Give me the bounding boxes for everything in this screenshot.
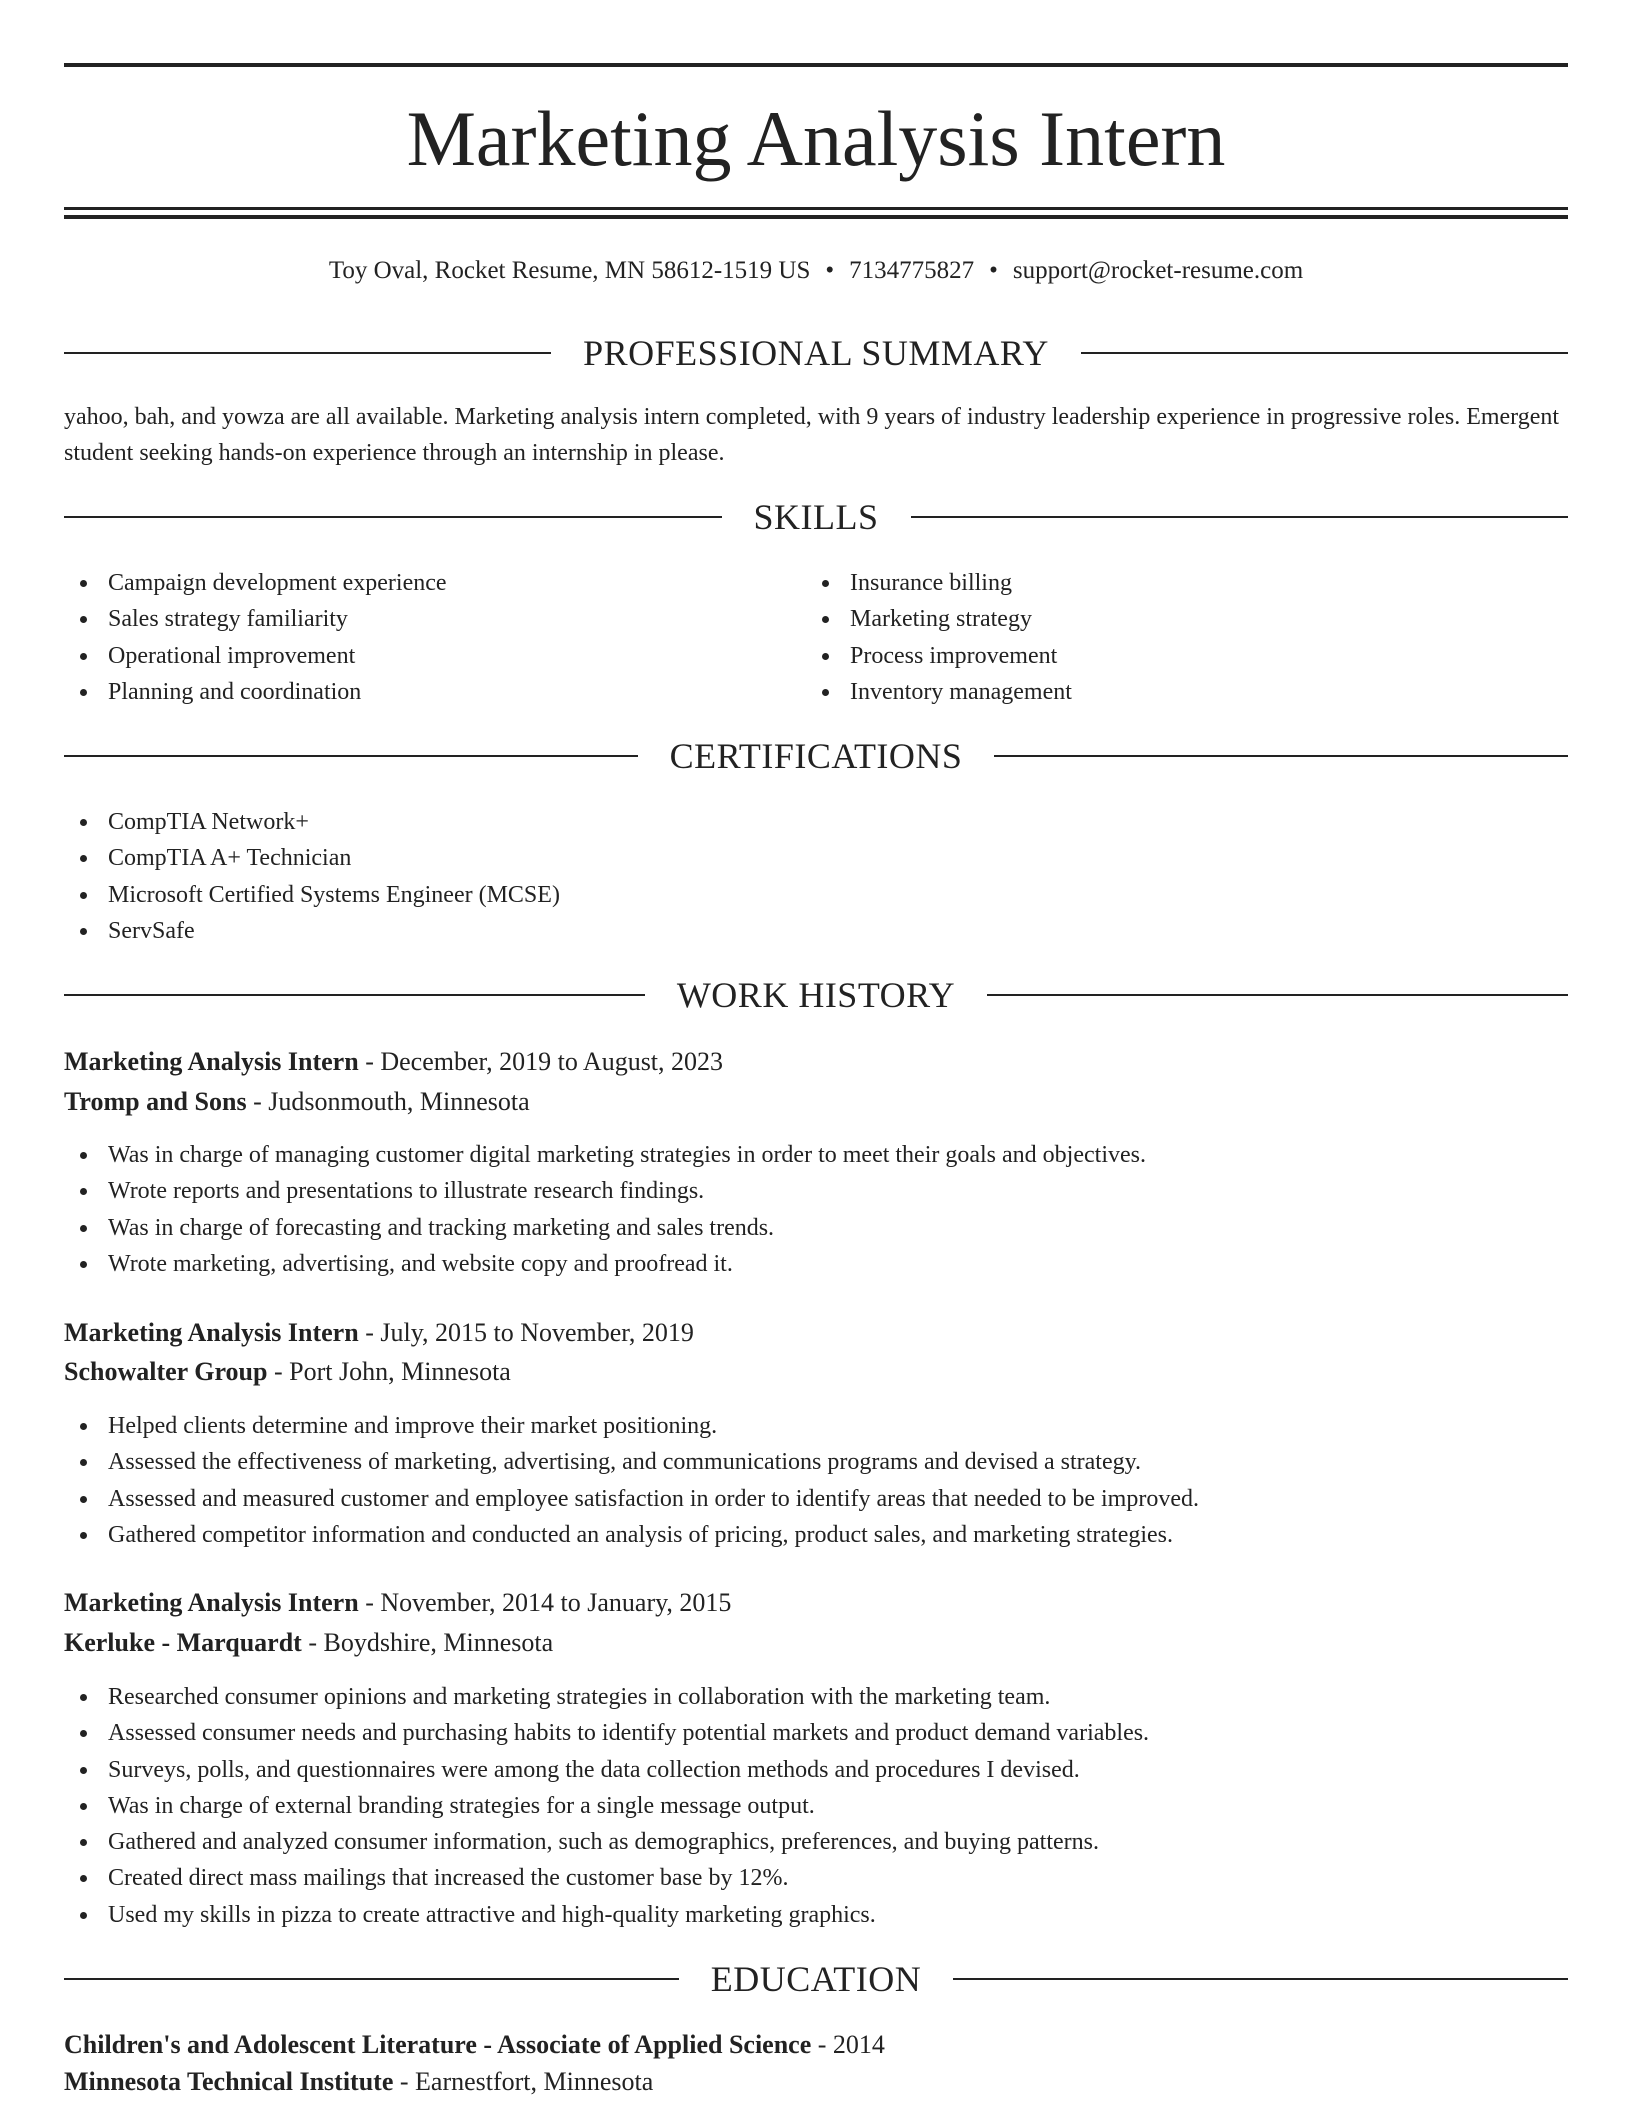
job-bullet: Was in charge of external branding strategies for a single message output. bbox=[64, 1788, 1464, 1824]
skill-item: Marketing strategy bbox=[806, 601, 1546, 637]
job-company-line bbox=[64, 1084, 1568, 1120]
job-bullet: Researched consumer opinions and marketing strategies in collaboration with the marketing team. bbox=[64, 1679, 1464, 1715]
top-rule bbox=[64, 63, 1568, 67]
education-location: - Earnestfort, Minnesota bbox=[393, 2067, 654, 2096]
job-dates: - December, 2019 to August, 2023 bbox=[358, 1047, 724, 1076]
education-heading-label: EDUCATION bbox=[710, 1959, 922, 1999]
job-bullet: Surveys, polls, and questionnaires were among the data collection methods and procedures I devised. bbox=[64, 1752, 1464, 1788]
work-history-heading-label: WORK HISTORY bbox=[676, 975, 956, 1015]
job-bullet: Used my skills in pizza to create attractive and high-quality marketing graphics. bbox=[64, 1897, 1464, 1933]
heading-rule-right bbox=[994, 755, 1568, 757]
summary-section-heading bbox=[64, 331, 1568, 375]
skill-item: Campaign development experience bbox=[64, 565, 804, 601]
skill-item: Inventory management bbox=[806, 674, 1546, 710]
job-bullet: Was in charge of managing customer digital marketing strategies in order to meet their goals and objectives. bbox=[64, 1137, 1464, 1173]
job-bullets bbox=[64, 1408, 1464, 1553]
education-degree: Children's and Adolescent Literature - Associate of Applied Science bbox=[64, 2030, 812, 2059]
certifications-list bbox=[64, 804, 1064, 949]
job-location: - Judsonmouth, Minnesota bbox=[246, 1087, 530, 1116]
job-location: - Port John, Minnesota bbox=[267, 1357, 511, 1386]
contact-phone: 7134775827 bbox=[849, 257, 975, 284]
certification-item: CompTIA Network+ bbox=[64, 804, 1064, 840]
contact-separator: • bbox=[825, 257, 835, 284]
work-history-section-heading bbox=[64, 973, 1568, 1017]
contact-line bbox=[64, 254, 1568, 288]
title-double-rule-lower bbox=[64, 215, 1568, 219]
summary-text: yahoo, bah, and yowza are all available. Marketing analysis intern completed, with 9 years of industry leadership experience in progressive roles. Emergent student seeking hands-on experience through an internship in please. bbox=[64, 404, 1560, 466]
job-bullet: Assessed the effectiveness of marketing, advertising, and communications programs and devised a strategy. bbox=[64, 1444, 1464, 1480]
job-company: Schowalter Group bbox=[64, 1357, 268, 1386]
education-year: - 2014 bbox=[811, 2030, 885, 2059]
skill-item: Insurance billing bbox=[806, 565, 1546, 601]
certification-item: CompTIA A+ Technician bbox=[64, 840, 1064, 876]
job-bullet: Gathered and analyzed consumer information, such as demographics, preferences, and buying patterns. bbox=[64, 1824, 1464, 1860]
job-company: Kerluke - Marquardt bbox=[64, 1628, 302, 1657]
job-bullet: Wrote marketing, advertising, and website copy and proofread it. bbox=[64, 1246, 1464, 1282]
job-dates: - July, 2015 to November, 2019 bbox=[358, 1318, 694, 1347]
skills-heading-label: SKILLS bbox=[753, 497, 879, 537]
job-title: Marketing Analysis Intern bbox=[64, 1047, 359, 1076]
heading-rule-left bbox=[64, 352, 551, 354]
education-section-heading bbox=[64, 1957, 1568, 2001]
heading-rule-left bbox=[64, 1978, 679, 1980]
education-school-line bbox=[64, 2064, 1568, 2100]
skills-section-heading bbox=[64, 495, 1568, 539]
job-title-line bbox=[64, 1044, 1568, 1080]
contact-email: support@rocket-resume.com bbox=[1012, 257, 1304, 284]
skills-list-right bbox=[806, 565, 1546, 710]
heading-rule-left bbox=[64, 516, 722, 518]
job-bullet: Helped clients determine and improve their market positioning. bbox=[64, 1408, 1464, 1444]
job-bullet: Assessed and measured customer and employee satisfaction in order to identify areas that needed to be improved. bbox=[64, 1481, 1464, 1517]
job-company-line bbox=[64, 1354, 1568, 1390]
job-bullets bbox=[64, 1679, 1464, 1933]
job-bullet: Created direct mass mailings that increased the customer base by 12%. bbox=[64, 1860, 1464, 1896]
contact-separator: • bbox=[989, 257, 998, 284]
skill-item: Sales strategy familiarity bbox=[64, 601, 804, 637]
job-company: Tromp and Sons bbox=[64, 1087, 247, 1116]
job-bullet: Assessed consumer needs and purchasing habits to identify potential markets and product demand variables. bbox=[64, 1715, 1464, 1751]
job-title: Marketing Analysis Intern bbox=[64, 1588, 359, 1617]
certifications-section-heading bbox=[64, 734, 1568, 778]
certifications-heading-label: CERTIFICATIONS bbox=[669, 736, 963, 776]
job-title-line bbox=[64, 1315, 1568, 1351]
heading-rule-left bbox=[64, 994, 645, 996]
job-bullet: Gathered competitor information and conducted an analysis of pricing, product sales, and marketing strategies. bbox=[64, 1517, 1464, 1553]
job-company-line bbox=[64, 1625, 1568, 1661]
summary-heading-label: PROFESSIONAL SUMMARY bbox=[583, 333, 1049, 373]
contact-address: Toy Oval, Rocket Resume, MN 58612-1519 US bbox=[328, 257, 811, 284]
job-title-line bbox=[64, 1585, 1568, 1621]
job-bullet: Wrote reports and presentations to illustrate research findings. bbox=[64, 1173, 1464, 1209]
certification-item: ServSafe bbox=[64, 913, 1064, 949]
skill-item: Operational improvement bbox=[64, 638, 804, 674]
certification-item: Microsoft Certified Systems Engineer (MCSE) bbox=[64, 877, 1064, 913]
skill-item: Process improvement bbox=[806, 638, 1546, 674]
title-double-rule-upper bbox=[64, 207, 1568, 210]
job-location: - Boydshire, Minnesota bbox=[301, 1628, 554, 1657]
resume-title: Marketing Analysis Intern bbox=[406, 95, 1226, 182]
skills-list-left bbox=[64, 565, 804, 710]
education-degree-line bbox=[64, 2027, 1568, 2063]
job-bullet: Was in charge of forecasting and tracking marketing and sales trends. bbox=[64, 1210, 1464, 1246]
education-school: Minnesota Technical Institute bbox=[64, 2067, 394, 2096]
job-bullets bbox=[64, 1137, 1464, 1282]
heading-rule-right bbox=[911, 516, 1569, 518]
job-title: Marketing Analysis Intern bbox=[64, 1318, 359, 1347]
heading-rule-right bbox=[953, 1978, 1568, 1980]
heading-rule-left bbox=[64, 755, 638, 757]
heading-rule-right bbox=[1081, 352, 1568, 354]
skill-item: Planning and coordination bbox=[64, 674, 804, 710]
job-dates: - November, 2014 to January, 2015 bbox=[358, 1588, 732, 1617]
heading-rule-right bbox=[987, 994, 1568, 996]
